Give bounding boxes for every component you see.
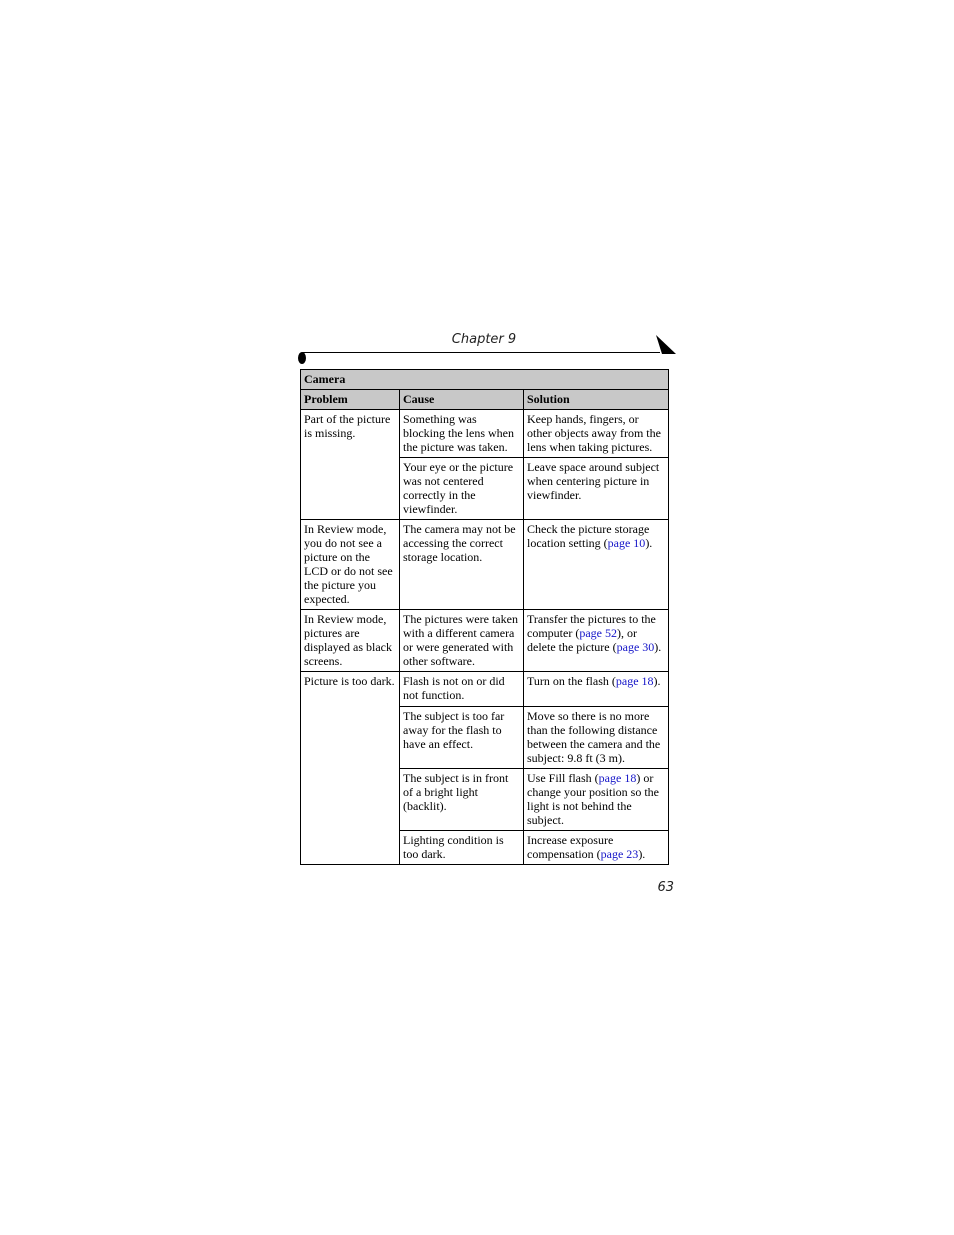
solution-cell: Leave space around subject when centering picture in viewfinder.	[524, 458, 669, 520]
cause-cell: Something was blocking the lens when the picture was taken.	[400, 410, 524, 458]
column-header-cause: Cause	[400, 390, 524, 410]
page-link[interactable]: page 23	[600, 847, 639, 861]
table-header-row	[301, 390, 669, 410]
cause-cell: Lighting condition is too dark.	[400, 831, 524, 865]
solution-text: ).	[653, 674, 661, 688]
solution-text: Use Fill flash (	[527, 771, 599, 785]
cause-cell: The pictures were taken with a different camera or were generated with other software.	[400, 610, 524, 672]
section-heading: Camera	[301, 370, 669, 390]
problem-cell: Part of the picture is missing.	[301, 410, 400, 520]
troubleshooting-table	[300, 369, 669, 865]
solution-cell: Move so there is no more than the following distance between the camera and the subject: 9.8 ft (3 m).	[524, 707, 669, 769]
solution-cell	[524, 831, 669, 865]
header-arrow-icon	[656, 335, 678, 355]
solution-cell	[524, 672, 669, 707]
column-header-problem: Problem	[301, 390, 400, 410]
page-link[interactable]: page 18	[615, 674, 654, 688]
cause-cell: Your eye or the picture was not centered correctly in the viewfinder.	[400, 458, 524, 520]
solution-cell: Keep hands, fingers, or other objects away from the lens when taking pictures.	[524, 410, 669, 458]
table-row	[301, 610, 669, 672]
chapter-title: Chapter 9	[451, 332, 517, 347]
solution-text: ).	[638, 847, 646, 861]
cause-cell: The camera may not be accessing the correct storage location.	[400, 520, 524, 610]
solution-cell	[524, 610, 669, 672]
cause-cell: The subject is too far away for the flash to have an effect.	[400, 707, 524, 769]
solution-text: Increase exposure compensation (	[527, 833, 614, 861]
solution-cell	[524, 769, 669, 831]
solution-text: Turn on the flash (	[527, 674, 616, 688]
table-row	[301, 672, 669, 707]
page-number: 63	[657, 880, 674, 895]
page-link[interactable]: page 18	[598, 771, 637, 785]
solution-text: ) or change your position so the light is not behind the subject.	[527, 771, 659, 827]
page-link[interactable]: page 30	[616, 640, 655, 654]
cause-cell: The subject is in front of a bright light (backlit).	[400, 769, 524, 831]
cause-cell: Flash is not on or did not function.	[400, 672, 524, 707]
problem-cell: In Review mode, pictures are displayed as black screens.	[301, 610, 400, 672]
solution-text: Check the picture storage location setting (	[527, 522, 650, 550]
header-rule-dot	[298, 352, 306, 364]
table-row	[301, 520, 669, 610]
page-link[interactable]: page 52	[579, 626, 617, 640]
solution-text: ), or delete the picture (	[527, 626, 637, 654]
solution-cell	[524, 520, 669, 610]
table-row	[301, 410, 669, 458]
problem-cell: In Review mode, you do not see a picture on the LCD or do not see the picture you expected.	[301, 520, 400, 610]
column-header-solution: Solution	[524, 390, 669, 410]
header-rule	[302, 352, 660, 353]
problem-cell: Picture is too dark.	[301, 672, 400, 865]
solution-text: ).	[645, 536, 653, 550]
page-link[interactable]: page 10	[607, 536, 646, 550]
solution-text: ).	[654, 640, 662, 654]
solution-text: Transfer the pictures to the computer (	[527, 612, 656, 640]
table-section-row	[301, 370, 669, 390]
